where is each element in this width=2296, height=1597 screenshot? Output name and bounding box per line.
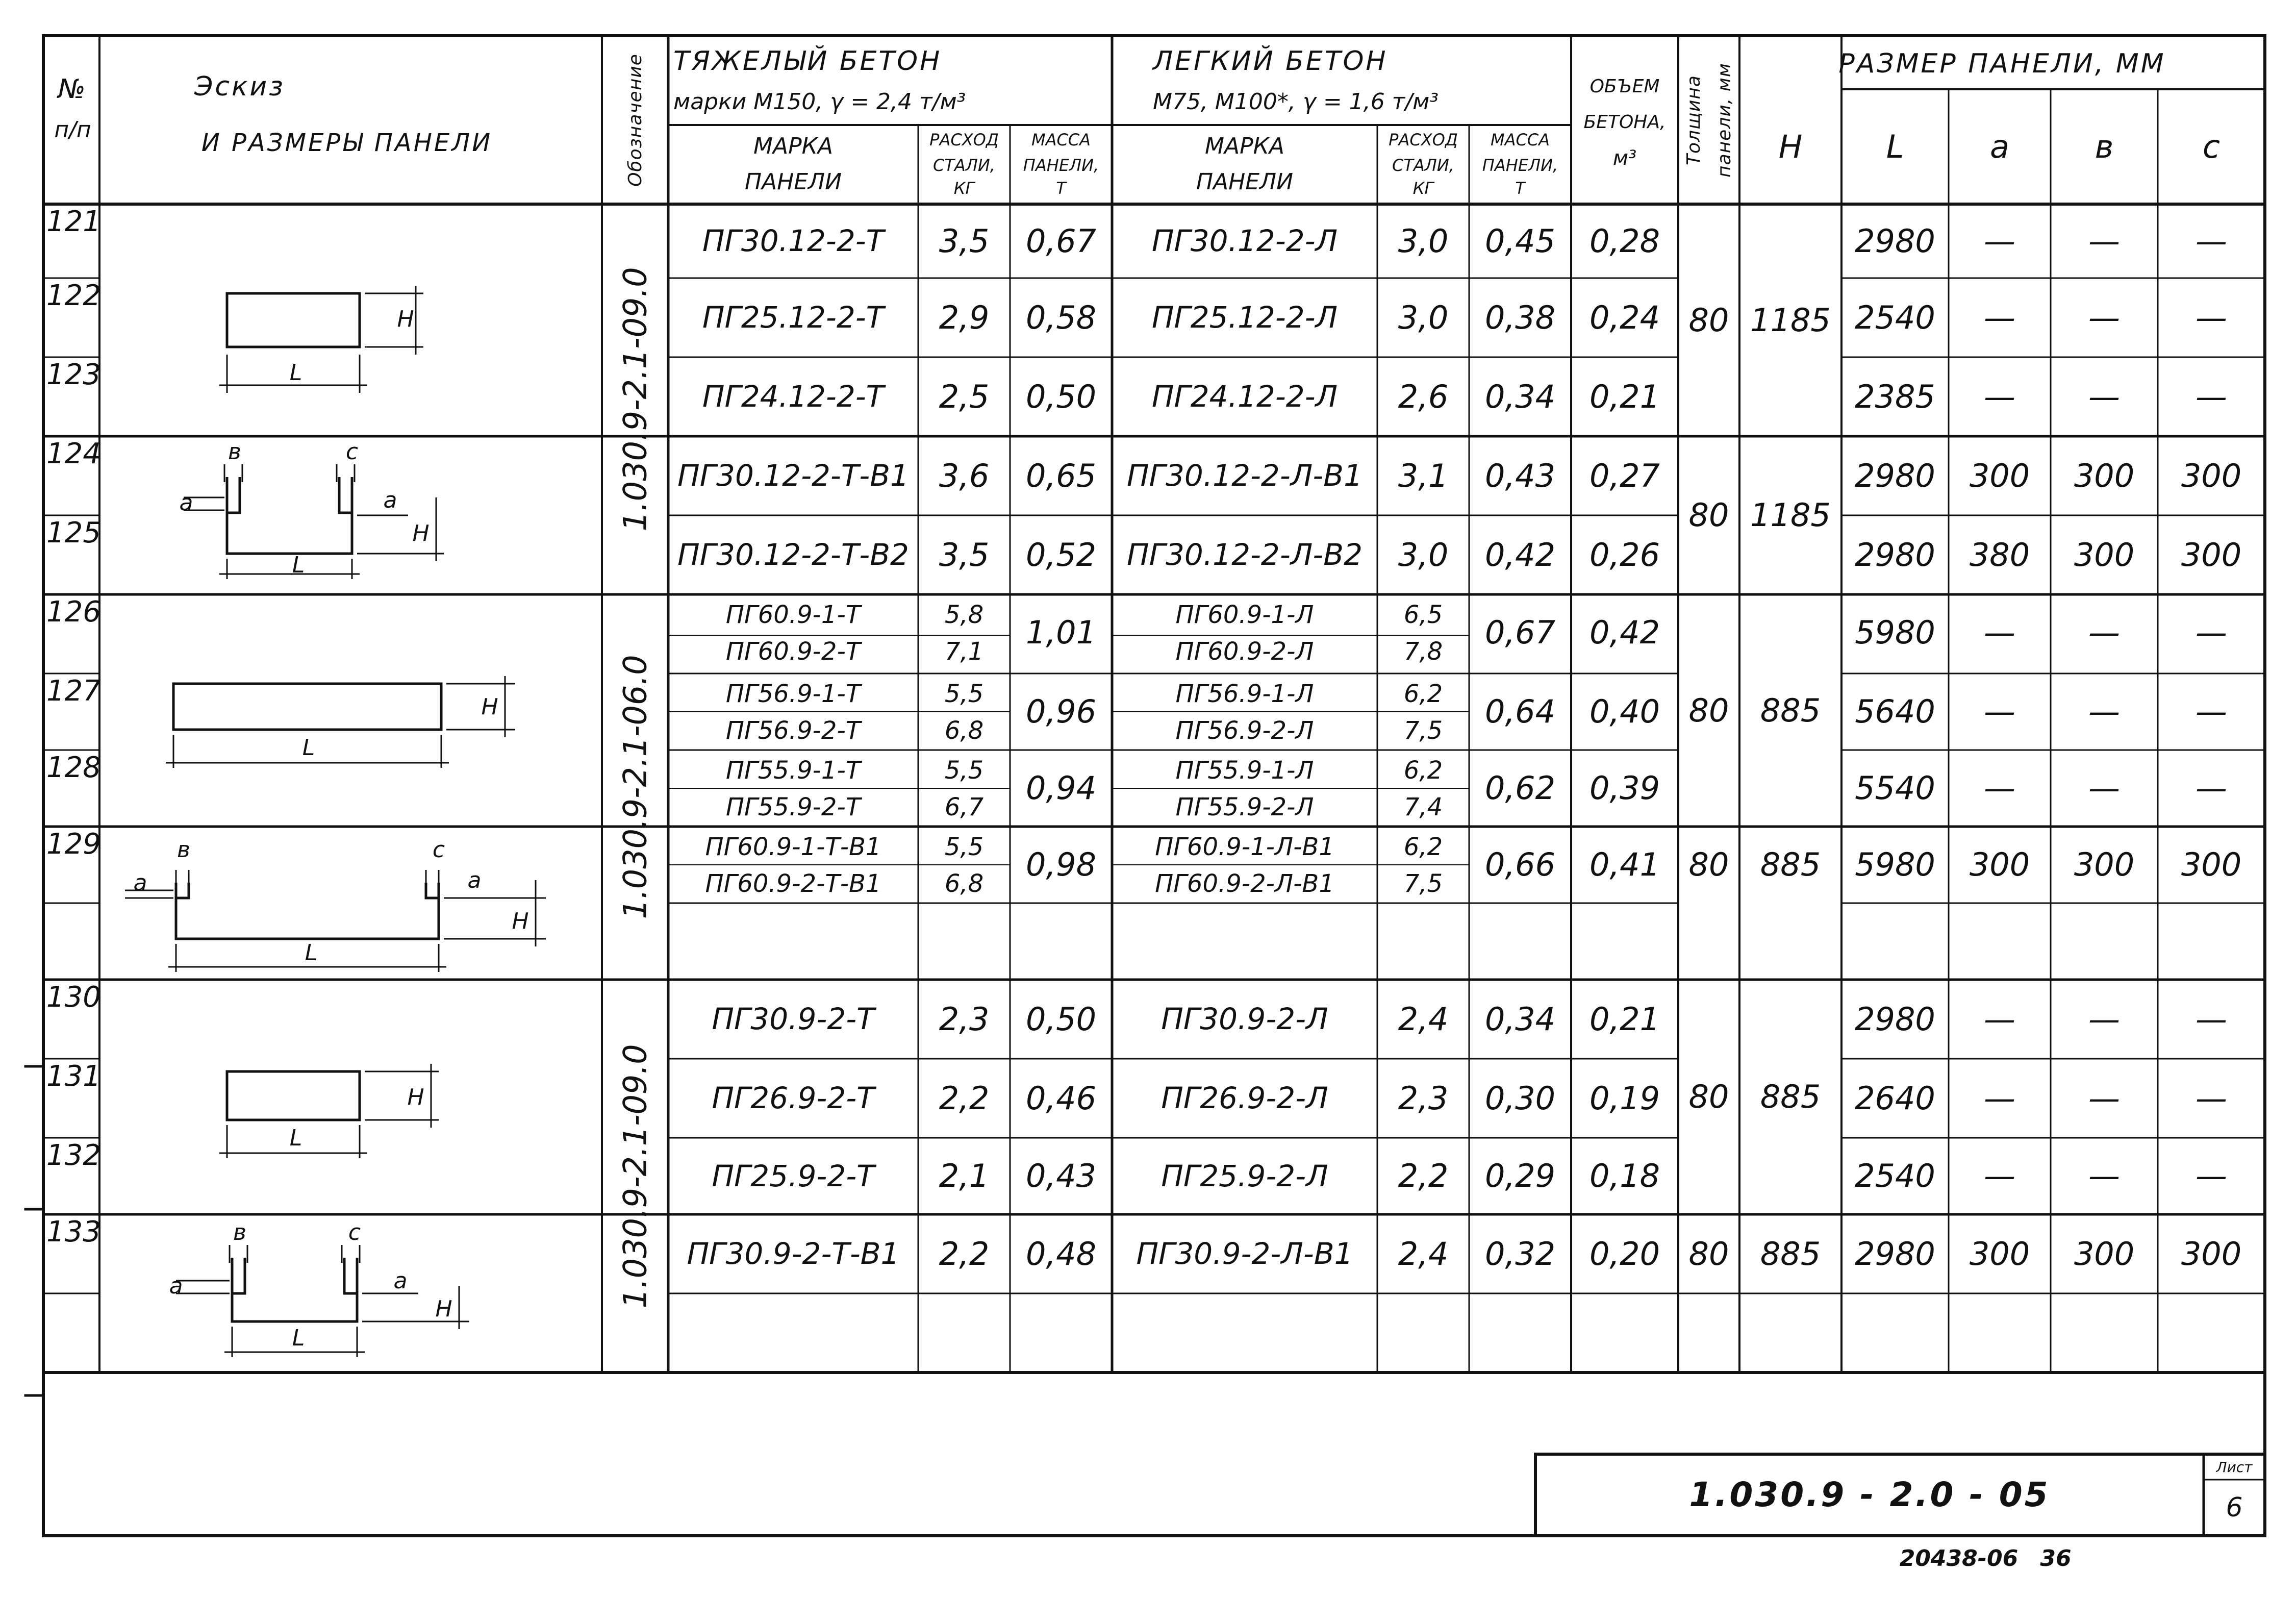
header-light-mark2: ПАНЕЛИ [1196, 169, 1294, 195]
heavy-mass: 0,98 [1025, 846, 1097, 884]
designation-1: 1.030.9-2.1-09.0 [616, 267, 654, 532]
sketch-profile-panel-3 [176, 1245, 469, 1357]
thickness-group-3: 80 [1688, 691, 1729, 729]
sketch2-H: H [412, 520, 430, 546]
heavy-mark: ПГ26.9-2-Т [712, 1081, 875, 1116]
light-mark: ПГ55.9-2-Л [1175, 793, 1314, 822]
size-a: 300 [1969, 457, 2030, 494]
size-c: 300 [2181, 457, 2242, 494]
light-mass: 0,43 [1484, 457, 1556, 494]
sketch-plain-panel-2 [166, 676, 515, 768]
row-number: 130 [46, 980, 101, 1014]
header-heavy-mass: МАССА [1031, 130, 1091, 150]
concrete-volume: 0,39 [1589, 769, 1660, 807]
sketch5-H: H [407, 1084, 424, 1110]
light-steel: 6,5 [1403, 600, 1443, 629]
header-light-steel2: СТАЛИ, [1392, 156, 1454, 176]
sketch1-L: L [289, 359, 302, 386]
row-number: 128 [46, 751, 101, 784]
H-group-5: 885 [1760, 1078, 1821, 1116]
size-c: — [2196, 378, 2227, 415]
heavy-steel: 2,2 [939, 1079, 990, 1117]
heavy-mark: ПГ30.12-2-Т-В1 [677, 458, 909, 493]
size-c: — [2196, 298, 2227, 336]
heavy-steel: 6,8 [944, 869, 984, 899]
light-mark: ПГ30.12-2-Л-В1 [1127, 458, 1363, 493]
light-mark: ПГ56.9-1-Л [1175, 679, 1314, 708]
size-a: — [1984, 222, 2015, 260]
header-size: РАЗМЕР ПАНЕЛИ, ММ [1838, 48, 2166, 79]
sketch4-c: c [432, 836, 445, 863]
size-a: — [1984, 298, 2015, 336]
size-a: — [1984, 1000, 2015, 1038]
header-L: L [1886, 128, 1904, 165]
light-mass: 0,30 [1484, 1079, 1556, 1117]
sketch-profile-panel-1 [184, 464, 444, 579]
header-light1: ЛЕГКИЙ БЕТОН [1153, 45, 1388, 77]
header-light-mass3: Т [1515, 179, 1525, 198]
size-b: — [2088, 1157, 2120, 1195]
sheet-label: Лист [2216, 1459, 2253, 1476]
row-number: 121 [46, 205, 101, 238]
thickness-group-5: 80 [1688, 1078, 1729, 1116]
size-b: — [2088, 298, 2120, 336]
row-number: 127 [46, 674, 101, 708]
concrete-volume: 0,40 [1589, 693, 1660, 731]
thickness-group-6: 80 [1688, 1235, 1729, 1272]
sketch6-c: c [348, 1219, 361, 1245]
heavy-mark: ПГ60.9-1-Т-В1 [705, 832, 881, 861]
light-mass: 0,38 [1484, 298, 1556, 336]
heavy-mark: ПГ25.9-2-Т [712, 1158, 875, 1193]
size-L: 5980 [1855, 614, 1935, 652]
sketch2-L: L [292, 552, 305, 578]
sketch1-H: H [397, 306, 414, 332]
header-volume: ОБЪЕМ [1589, 76, 1660, 97]
header-thickness2: панели, мм [1713, 62, 1735, 178]
thickness-group-2: 80 [1688, 496, 1729, 534]
size-L: 5540 [1855, 769, 1935, 807]
size-L: 2540 [1855, 1157, 1935, 1195]
sketch2-b: в [228, 438, 241, 465]
light-steel: 3,0 [1398, 536, 1449, 573]
header-heavy-mark2: ПАНЕЛИ [744, 169, 842, 195]
concrete-volume: 0,41 [1589, 846, 1660, 884]
sketch4-a-left: a [133, 869, 147, 896]
size-c: — [2196, 614, 2227, 652]
light-mark: ПГ30.9-2-Л [1161, 1002, 1328, 1037]
heavy-mass: 0,50 [1025, 378, 1097, 415]
heavy-steel: 2,5 [939, 378, 990, 415]
size-c: — [2196, 1079, 2227, 1117]
size-a: — [1984, 693, 2015, 731]
size-c: — [2196, 769, 2227, 807]
size-b: — [2088, 693, 2120, 731]
heavy-steel: 7,1 [944, 637, 984, 666]
heavy-mark: ПГ60.9-2-Т-В1 [705, 869, 881, 899]
heavy-steel: 6,7 [944, 793, 984, 822]
row-number: 125 [46, 516, 101, 550]
H-group-6: 885 [1760, 1235, 1821, 1272]
size-L: 2980 [1855, 536, 1935, 573]
concrete-volume: 0,26 [1589, 536, 1660, 573]
heavy-mass: 0,50 [1025, 1000, 1097, 1038]
header-heavy-steel2: СТАЛИ, [933, 156, 995, 176]
size-b: — [2088, 222, 2120, 260]
light-mark: ПГ56.9-2-Л [1175, 716, 1314, 745]
header-sketch2: И РАЗМЕРЫ ПАНЕЛИ [201, 128, 493, 157]
size-c: — [2196, 1000, 2227, 1038]
header-light2: М75, М100*, γ = 1,6 т/м³ [1153, 88, 1439, 115]
archive-number: 20438-06 [1899, 1545, 2019, 1571]
size-c: 300 [2181, 1235, 2242, 1272]
light-steel: 3,0 [1398, 222, 1449, 260]
thickness-group-1: 80 [1688, 301, 1729, 339]
heavy-mass: 0,94 [1025, 769, 1097, 807]
size-L: 2385 [1855, 378, 1935, 415]
header-b: в [2095, 128, 2114, 165]
heavy-mass: 0,67 [1025, 222, 1097, 260]
heavy-mark: ПГ55.9-1-Т [725, 756, 861, 785]
row-number: 122 [46, 279, 101, 312]
heavy-mark: ПГ25.12-2-Т [702, 300, 885, 335]
light-mark: ПГ60.9-2-Л [1175, 637, 1314, 666]
header-heavy-steel: РАСХОД [929, 130, 999, 150]
size-b: — [2088, 1000, 2120, 1038]
size-b: 300 [2074, 536, 2135, 573]
size-c: 300 [2181, 536, 2242, 573]
light-steel: 7,4 [1403, 793, 1443, 822]
header-sketch1: Эскиз [194, 71, 285, 102]
light-mass: 0,66 [1484, 846, 1556, 884]
designation-2: 1.030.9-2.1-06.0 [616, 655, 654, 919]
size-L: 5980 [1855, 846, 1935, 884]
size-a: 300 [1969, 1235, 2030, 1272]
light-steel: 2,4 [1398, 1000, 1449, 1038]
light-mark: ПГ60.9-1-Л [1175, 600, 1314, 629]
header-no2: п/п [54, 116, 91, 143]
size-a: — [1984, 1079, 2015, 1117]
concrete-volume: 0,21 [1589, 1000, 1660, 1038]
header-H: Н [1778, 128, 1803, 165]
light-mass: 0,62 [1484, 769, 1556, 807]
thickness-group-4: 80 [1688, 846, 1729, 884]
size-a: — [1984, 769, 2015, 807]
light-mass: 0,42 [1484, 536, 1556, 573]
light-mark: ПГ30.12-2-Л [1151, 223, 1338, 259]
size-L: 2980 [1855, 1235, 1935, 1272]
sketch4-b: в [177, 836, 190, 863]
sketch2-a-right: a [383, 487, 397, 513]
heavy-mass: 0,65 [1025, 457, 1097, 494]
header-light-steel3: КГ [1412, 179, 1434, 198]
heavy-mass: 0,46 [1025, 1079, 1097, 1117]
size-a: — [1984, 378, 2015, 415]
heavy-steel: 5,8 [944, 600, 984, 629]
light-steel: 6,2 [1403, 756, 1443, 785]
size-L: 2640 [1855, 1079, 1935, 1117]
header-a: a [1990, 128, 2009, 165]
row-number: 131 [46, 1059, 101, 1093]
header-designation: Обозначение [624, 53, 646, 187]
heavy-mark: ПГ55.9-2-Т [725, 793, 861, 822]
light-mark: ПГ55.9-1-Л [1175, 756, 1314, 785]
light-mass: 0,34 [1484, 378, 1556, 415]
light-steel: 2,3 [1398, 1079, 1449, 1117]
size-b: 300 [2074, 846, 2135, 884]
row-number: 126 [46, 595, 101, 629]
light-mass: 0,29 [1484, 1157, 1556, 1195]
heavy-mark: ПГ56.9-1-Т [725, 679, 861, 708]
light-mark: ПГ25.9-2-Л [1161, 1158, 1328, 1193]
size-b: 300 [2074, 457, 2135, 494]
heavy-mark: ПГ60.9-1-Т [725, 600, 861, 629]
size-a: — [1984, 614, 2015, 652]
header-heavy-mass3: Т [1056, 179, 1066, 198]
concrete-volume: 0,21 [1589, 378, 1660, 415]
size-c: — [2196, 693, 2227, 731]
header-light-mass2: ПАНЕЛИ, [1482, 156, 1558, 176]
light-mass: 0,45 [1484, 222, 1556, 260]
light-mark: ПГ30.12-2-Л-В2 [1127, 537, 1363, 572]
heavy-mass: 0,43 [1025, 1157, 1097, 1195]
light-mark: ПГ60.9-2-Л-В1 [1155, 869, 1334, 899]
row-number: 129 [46, 827, 101, 861]
sketch4-a-right: a [467, 867, 482, 893]
sketch3-H: H [481, 693, 498, 720]
size-L: 2980 [1855, 1000, 1935, 1038]
sketch6-a-right: a [393, 1267, 408, 1294]
header-heavy1: ТЯЖЕЛЫЙ БЕТОН [673, 45, 942, 77]
size-L: 5640 [1855, 693, 1935, 731]
size-b: — [2088, 378, 2120, 415]
header-heavy-steel3: КГ [953, 179, 975, 198]
concrete-volume: 0,42 [1589, 614, 1660, 652]
size-b: — [2088, 1079, 2120, 1117]
heavy-mark: ПГ56.9-2-Т [725, 716, 861, 745]
heavy-steel: 3,6 [939, 457, 990, 494]
header-volume2: БЕТОНА, [1583, 112, 1666, 133]
concrete-volume: 0,19 [1589, 1079, 1660, 1117]
size-c: — [2196, 222, 2227, 260]
row-number: 132 [46, 1138, 101, 1172]
light-steel: 2,6 [1398, 378, 1449, 415]
sketch2-a-left: a [179, 489, 193, 516]
heavy-steel: 3,5 [939, 536, 990, 573]
size-c: — [2196, 1157, 2227, 1195]
sketch2-c: c [345, 438, 359, 465]
light-mark: ПГ26.9-2-Л [1161, 1081, 1328, 1116]
light-steel: 7,5 [1403, 716, 1443, 745]
sketch6-a-left: a [169, 1272, 183, 1299]
header-light-mark: МАРКА [1205, 133, 1284, 160]
light-steel: 7,5 [1403, 869, 1443, 899]
header-no: № [58, 73, 88, 105]
designation-3: 1.030.9-2.1-09.0 [616, 1043, 654, 1309]
sketch4-H: H [512, 908, 529, 934]
heavy-steel: 5,5 [944, 756, 984, 785]
concrete-volume: 0,24 [1589, 298, 1660, 336]
size-c: 300 [2181, 846, 2242, 884]
H-group-1: 1185 [1750, 301, 1831, 339]
concrete-volume: 0,18 [1589, 1157, 1660, 1195]
light-mass: 0,67 [1484, 614, 1556, 652]
header-light-mass: МАССА [1490, 130, 1550, 150]
size-L: 2980 [1855, 457, 1935, 494]
concrete-volume: 0,27 [1589, 457, 1660, 494]
sketch6-L: L [292, 1325, 305, 1351]
light-mass: 0,64 [1484, 693, 1556, 731]
page-number: 36 [2040, 1545, 2072, 1571]
header-heavy-mark: МАРКА [753, 133, 833, 160]
header-light-steel: РАСХОД [1389, 130, 1458, 150]
concrete-volume: 0,20 [1589, 1235, 1660, 1272]
light-steel: 3,0 [1398, 298, 1449, 336]
concrete-volume: 0,28 [1589, 222, 1660, 260]
size-b: 300 [2074, 1235, 2135, 1272]
heavy-mass: 0,48 [1025, 1235, 1097, 1272]
heavy-steel: 2,9 [939, 298, 990, 336]
heavy-steel: 5,5 [944, 679, 984, 708]
header-heavy2: марки М150, γ = 2,4 т/м³ [673, 88, 966, 115]
document-code: 1.030.9 - 2.0 - 05 [1689, 1475, 2050, 1515]
sketch5-L: L [289, 1125, 302, 1151]
heavy-steel: 2,3 [939, 1000, 990, 1038]
light-mark: ПГ24.12-2-Л [1151, 379, 1338, 414]
sketch4-L: L [305, 940, 318, 966]
heavy-mass: 1,01 [1025, 614, 1097, 652]
light-steel: 6,2 [1403, 832, 1443, 861]
heavy-steel: 2,1 [939, 1157, 990, 1195]
heavy-steel: 6,8 [944, 716, 984, 745]
row-number: 124 [46, 437, 101, 470]
light-mark: ПГ30.9-2-Л-В1 [1136, 1236, 1353, 1271]
heavy-mark: ПГ30.9-2-Т [712, 1002, 875, 1037]
size-a: 300 [1969, 846, 2030, 884]
heavy-mark: ПГ30.9-2-Т-В1 [687, 1236, 900, 1271]
heavy-mass: 0,58 [1025, 298, 1097, 336]
size-a: — [1984, 1157, 2015, 1195]
sheet-number: 6 [2226, 1492, 2243, 1523]
header-c: c [2202, 128, 2221, 165]
row-number: 133 [46, 1215, 101, 1249]
heavy-mark: ПГ60.9-2-Т [725, 637, 861, 666]
H-group-4: 885 [1760, 846, 1821, 884]
sketch6-b: в [233, 1219, 246, 1245]
heavy-mass: 0,96 [1025, 693, 1097, 731]
heavy-steel: 2,2 [939, 1235, 990, 1272]
row-number: 123 [46, 358, 101, 391]
heavy-steel: 5,5 [944, 832, 984, 861]
heavy-steel: 3,5 [939, 222, 990, 260]
light-mass: 0,34 [1484, 1000, 1556, 1038]
sketch3-L: L [302, 734, 315, 761]
header-volume3: м³ [1612, 146, 1637, 170]
size-b: — [2088, 614, 2120, 652]
light-steel: 3,1 [1398, 457, 1449, 494]
light-steel: 2,4 [1398, 1235, 1449, 1272]
light-steel: 6,2 [1403, 679, 1443, 708]
header-heavy-mass2: ПАНЕЛИ, [1023, 156, 1099, 176]
size-a: 380 [1969, 536, 2030, 573]
sketch6-H: H [435, 1295, 452, 1322]
heavy-mark: ПГ30.12-2-Т-В2 [677, 537, 909, 572]
H-group-3: 885 [1760, 691, 1821, 729]
size-L: 2540 [1855, 298, 1935, 336]
light-steel: 2,2 [1398, 1157, 1449, 1195]
light-mark: ПГ25.12-2-Л [1151, 300, 1338, 335]
heavy-mass: 0,52 [1025, 536, 1097, 573]
heavy-mark: ПГ30.12-2-Т [702, 223, 885, 259]
size-L: 2980 [1855, 222, 1935, 260]
light-steel: 7,8 [1403, 637, 1443, 666]
header-thickness: Толщина [1683, 74, 1704, 165]
light-mark: ПГ60.9-1-Л-В1 [1155, 832, 1334, 861]
light-mass: 0,32 [1484, 1235, 1556, 1272]
H-group-2: 1185 [1750, 496, 1831, 534]
size-b: — [2088, 769, 2120, 807]
heavy-mark: ПГ24.12-2-Т [702, 379, 885, 414]
